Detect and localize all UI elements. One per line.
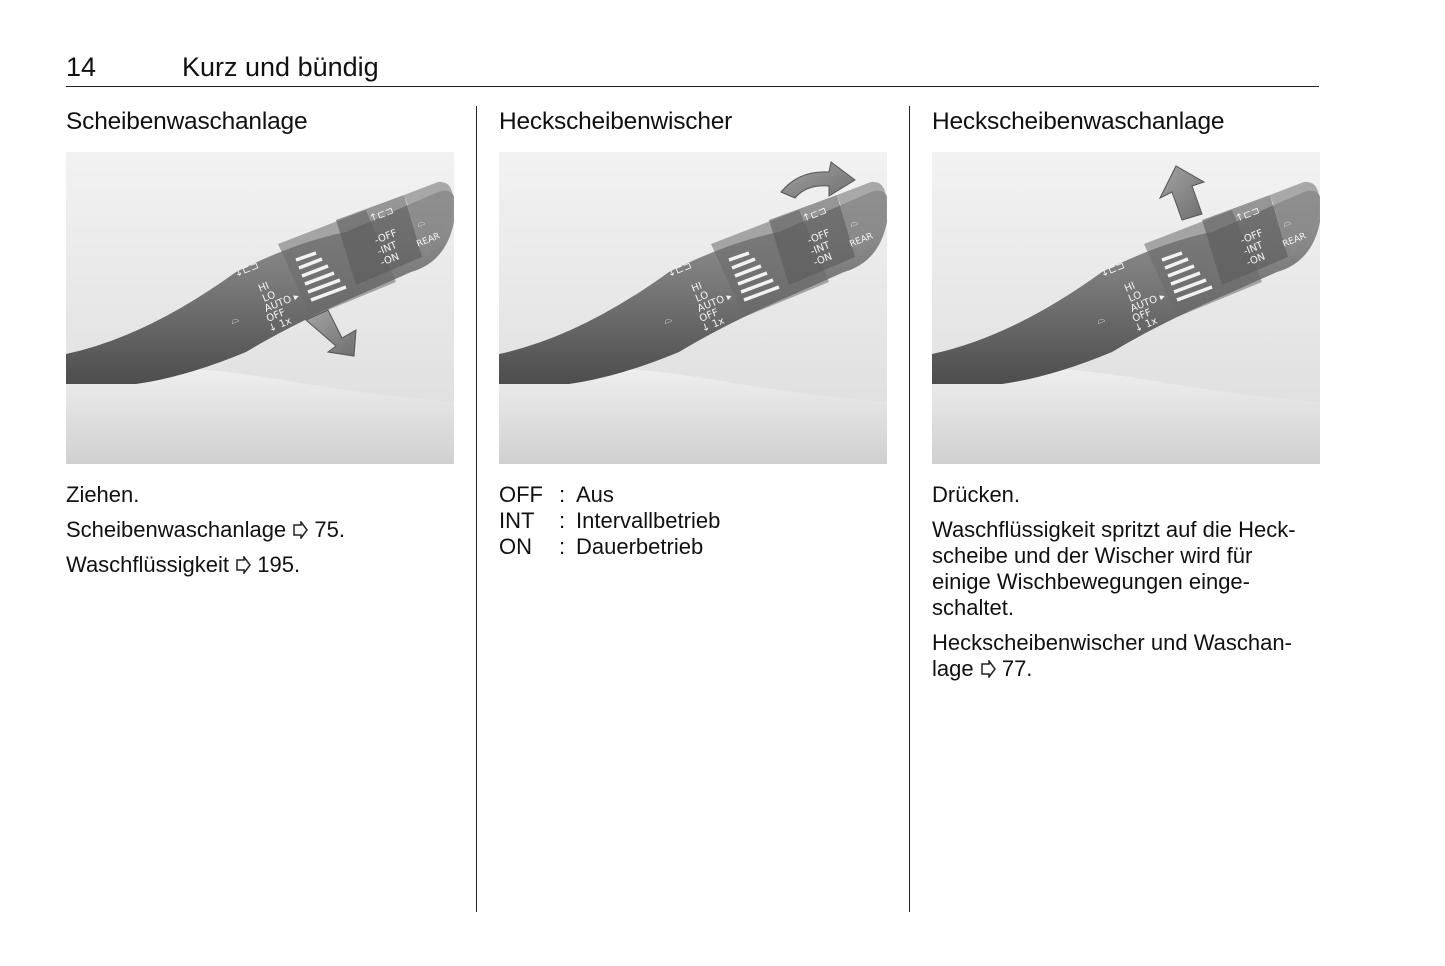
section-heading: Heckscheibenwischer xyxy=(499,108,733,135)
legend-row: OFF : Aus xyxy=(499,482,614,507)
legend-row: INT : Intervallbetrieb xyxy=(499,508,721,533)
section-heading: Scheibenwaschanlage xyxy=(66,108,308,135)
column-windscreen-washer xyxy=(66,108,454,587)
section-text xyxy=(932,482,1320,682)
page-reference-arrow-icon xyxy=(292,521,308,539)
page-reference-arrow-icon xyxy=(980,660,996,678)
column-divider xyxy=(909,106,910,912)
page-reference-arrow-icon xyxy=(235,556,251,574)
instruction-text: Ziehen. xyxy=(66,482,140,507)
description-text: Waschflüssigkeit spritzt auf die Heck- scheibe und der Wischer wird für einige Wischbewegungen einge- schaltet. xyxy=(932,517,1296,620)
reference-line: Scheibenwaschanlage 75. xyxy=(66,517,345,542)
section-text xyxy=(66,482,454,578)
chapter-title: Kurz und bündig xyxy=(182,52,379,82)
reference-line: Waschflüssigkeit 195. xyxy=(66,552,301,577)
page-number: 14 xyxy=(66,52,97,82)
page-header xyxy=(66,50,1319,87)
section-heading: Heckscheibenwaschanlage xyxy=(932,108,1225,135)
column-divider xyxy=(476,106,477,912)
wiper-lever-illustration xyxy=(66,152,454,464)
column-rear-wiper xyxy=(499,108,887,560)
wiper-lever-illustration xyxy=(932,152,1320,464)
column-rear-washer xyxy=(932,108,1320,691)
instruction-text: Drücken. xyxy=(932,482,1021,507)
position-legend xyxy=(499,482,720,560)
legend-row: ON : Dauerbetrieb xyxy=(499,534,704,559)
wiper-lever-illustration xyxy=(499,152,887,464)
reference-line: Heckscheibenwischer und Waschan- lage 77. xyxy=(932,630,1292,681)
